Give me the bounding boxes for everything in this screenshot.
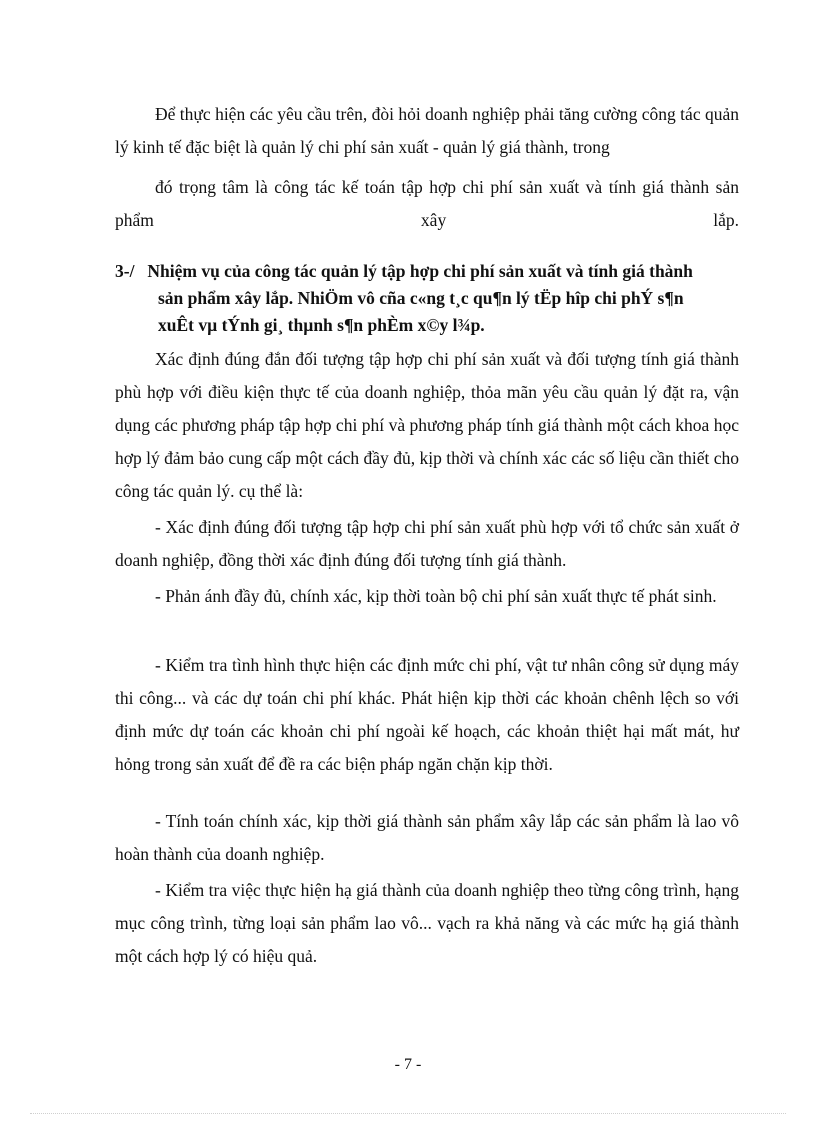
page-number: - 7 - [394,1056,422,1073]
list-item-task-5: - Kiểm tra việc thực hiện hạ giá thành của doanh nghiệp theo từng công trình, hạng mục công trình, từng loại sản phẩm lao vô... vạch ra khả năng và các mức hạ giá thành một cách hợp lý có hiệu quả. [115,880,739,966]
section-heading-line2: sản phẩm xây lắp. NhiÖm vô cña c«ng t¸c qu¶n lý tËp hîp chi phÝ s¶n [158,288,684,308]
list-item-task-1: - Xác định đúng đối tượng tập hợp chi phí sản xuất phù hợp với tổ chức sản xuất ở doanh nghiệp, đồng thời xác định đúng đối tượng tính giá thành. [115,517,739,570]
section-heading-line3: xuÊt vµ tÝnh gi¸ thµnh s¶n phÈm x©y l¾p. [158,315,485,335]
list-item-task-4: - Tính toán chính xác, kịp thời giá thành sản phẩm xây lắp các sản phẩm là lao vô hoàn thành của doanh nghiệp. [115,811,739,864]
section-heading [115,258,743,339]
list-item-task-2: - Phản ánh đầy đủ, chính xác, kịp thời toàn bộ chi phí sản xuất thực tế phát sinh. [155,586,717,606]
paragraph-tasks-intro: Xác định đúng đắn đối tượng tập hợp chi phí sản xuất và đối tượng tính giá thành phù hợp với điều kiện thực tế của doanh nghiệp, thỏa mãn yêu cầu quản lý đặt ra, vận dụng các phương pháp tập hợp chi phí và phương pháp tính giá thành một cách khoa học hợp lý đảm bảo cung cấp một cách đầy đủ, kịp thời và chính xác các số liệu cần thiết cho công tác quản lý. cụ thể là: [115,349,739,501]
section-heading-line1: Nhiệm vụ của công tác quản lý tập hợp chi phí sản xuất và tính giá thành [147,261,693,281]
paragraph-focus: đó trọng tâm là công tác kế toán tập hợp chi phí sản xuất và tính giá thành sản phẩm xây lắp. [115,177,739,230]
paragraph-intro: Để thực hiện các yêu cầu trên, đòi hỏi doanh nghiệp phải tăng cường công tác quản lý kinh tế đặc biệt là quản lý chi phí sản xuất - quản lý giá thành, trong [115,104,739,157]
page-bottom-divider [30,1113,786,1114]
section-number: 3-/ [115,261,135,281]
list-item-task-3: - Kiểm tra tình hình thực hiện các định mức chi phí, vật tư nhân công sử dụng máy thi công... và các dự toán chi phí khác. Phát hiện kịp thời các khoản chênh lệch so với định mức dự toán các khoản chi phí ngoài kế hoạch, các khoản thiệt hại mất mát, hư hỏng trong sản xuất để đề ra các biện pháp ngăn chặn kịp thời. [115,655,739,774]
